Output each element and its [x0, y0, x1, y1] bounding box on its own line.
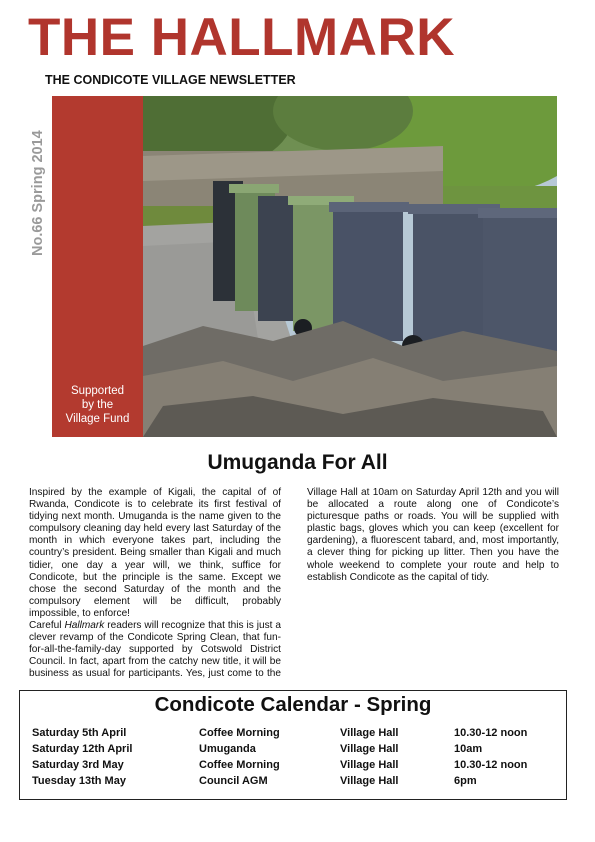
event-time: 10.30-12 noon	[454, 727, 528, 739]
support-note	[52, 384, 143, 426]
cover-photo-wheelie-bins	[143, 96, 557, 437]
event-venue: Village Hall	[340, 727, 399, 739]
event-venue: Village Hall	[340, 775, 399, 787]
newsletter-name-italic: Hallmark	[64, 620, 105, 632]
event-name: Umuganda	[199, 743, 256, 755]
event-time: 10am	[454, 743, 483, 755]
article-text: readers will recognize that this is just a clever revamp of the Condicote Spring Clean, that fun-for-all-the-family-day supported by Cotswold District Council. In fact, apart from the catchy new title, it will be business as usual for participants. Yes, just come to the Village Hall at 10am on Saturday April 12th and you will be allocated a route along one of Condicote’s picturesque paths or roads. You will be supplied with plastic bags, gloves which you can keep (excellent for gardening), a fluorescent tabard, and, most importantly, a clever thing for picking up litter. Then you have the whole weekend to complete your route and help to establish Condicote as the capital of tidy.	[29, 487, 559, 680]
article-headline: Umuganda For All	[207, 451, 388, 474]
article-paragraph: Inspired by the example of Kigali, the capital of of Rwanda, Condicote is to celebrate its first festival of tidying next month. Umuganda is the name given to the compulsory cleaning day held every last Saturday of the month in which everyone takes part, including the country’s president. Being smaller than Kigali and much tidier, one day a year will, we think, suffice for Condicote, but the principle is the same. Except we chose the second Saturday of the month and the compulsory element will be difficult, probably impossible, to enforce!	[29, 487, 281, 619]
event-name: Council AGM	[199, 775, 268, 787]
issue-label: No.66 Spring 2014	[30, 130, 46, 256]
calendar-row	[32, 743, 562, 759]
calendar-title: Condicote Calendar - Spring	[154, 693, 432, 716]
calendar-box	[19, 690, 567, 800]
event-date: Saturday 5th April	[32, 727, 127, 739]
event-date: Saturday 12th April	[32, 743, 133, 755]
calendar-row	[32, 759, 562, 775]
article-body	[29, 487, 559, 683]
masthead-title: THE HALLMARK	[28, 8, 455, 67]
event-name: Coffee Morning	[199, 759, 280, 771]
calendar-row	[32, 775, 562, 791]
cover-photo-illustration	[143, 96, 557, 437]
event-time: 6pm	[454, 775, 477, 787]
calendar-row	[32, 727, 562, 743]
event-venue: Village Hall	[340, 743, 399, 755]
support-line: Village Fund	[65, 413, 130, 425]
newsletter-subtitle: THE CONDICOTE VILLAGE NEWSLETTER	[45, 73, 296, 87]
support-line: Supported	[70, 385, 125, 397]
event-date: Saturday 3rd May	[32, 759, 124, 771]
support-line: by the	[81, 399, 114, 411]
event-time: 10.30-12 noon	[454, 759, 528, 771]
event-date: Tuesday 13th May	[32, 775, 126, 787]
event-venue: Village Hall	[340, 759, 399, 771]
event-name: Coffee Morning	[199, 727, 280, 739]
calendar-table	[32, 727, 562, 791]
article-text: Careful	[29, 620, 65, 632]
